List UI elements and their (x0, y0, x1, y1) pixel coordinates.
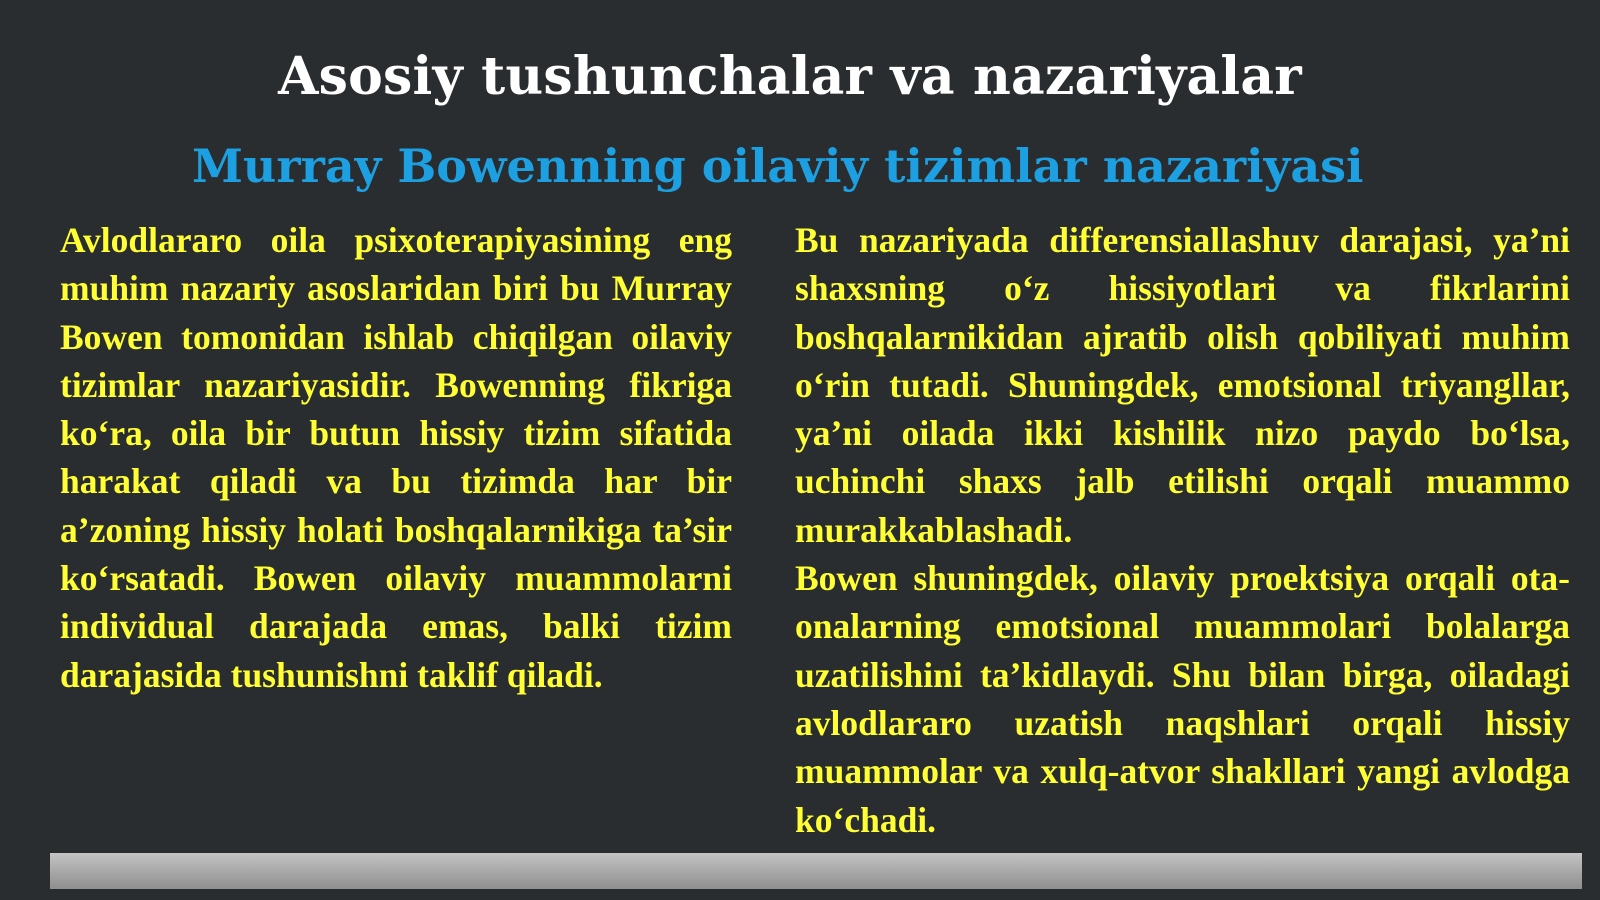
left-paragraph: Avlodlararo oila psixoterapiyasining eng muhim nazariy asoslaridan biri bu Murray Bowen tomonidan ishlab chiqilgan oilaviy tizimlar nazariyasidir. Bowenning fikriga ko‘ra, oila bir butun hissiy tizim sifatida harakat qiladi va bu tizimda har bir a’zoning hissiy holati boshqalarnikiga ta’sir ko‘rsatadi. Bowen oilaviy muammolarni individual darajada emas, balki tizim darajasida tushunishni taklif qiladi. (60, 220, 732, 695)
slide-title: Asosiy tushunchalar va nazariyalar (278, 46, 1302, 107)
footer-bar (50, 853, 1582, 889)
right-paragraph-2: Bowen shuningdek, oilaviy proektsiya orqali ota-onalarning emotsional muammolari bolalarga uzatilishini ta’kidlaydi. Shu bilan birga, oiladagi avlodlararo uzatish naqshlari orqali hissiy muammolar va xulq-atvor shakllari yangi avlodga ko‘chadi. (795, 558, 1570, 840)
left-text-column (60, 216, 732, 699)
right-text-column (795, 216, 1570, 844)
slide-subtitle: Murray Bowenning oilaviy tizimlar nazariyasi (192, 139, 1364, 193)
right-paragraph-1: Bu nazariyada differensiallashuv darajasi, ya’ni shaxsning o‘z hissiyotlari va fikrlarini boshqalarnikidan ajratib olish qobiliyati muhim o‘rin tutadi. Shuningdek, emotsional triyangllar, ya’ni oilada ikki kishilik nizo paydo bo‘lsa, uchinchi shaxs jalb etilishi orqali muammo murakkablashadi. (795, 220, 1570, 550)
